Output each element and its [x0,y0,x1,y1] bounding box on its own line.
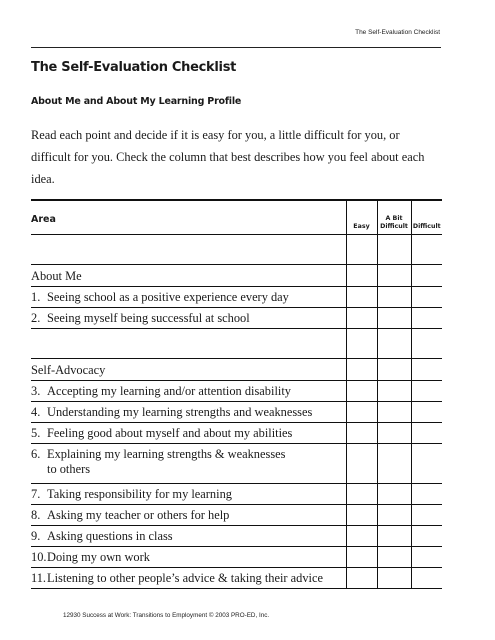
item-label [31,308,346,329]
table-row [31,484,442,505]
table-row [31,287,442,308]
item-number: 11. [31,570,47,585]
item-text: Taking responsibility for my learning [47,486,232,501]
column-header-easy: Easy [346,200,377,235]
page-footer: 12930 Success at Work: Transitions to Employment © 2003 PRO-ED, Inc. [63,612,270,619]
checkbox-a-bit-difficult[interactable] [377,359,411,381]
item-number: 5. [31,425,41,440]
checkbox-easy[interactable] [346,484,377,505]
checkbox-a-bit-difficult[interactable] [377,484,411,505]
item-number: 9. [31,528,41,543]
item-label [31,287,346,308]
column-header-a-bit-difficult [377,200,411,235]
page-title: The Self-Evaluation Checklist [31,60,237,75]
item-text: Asking questions in class [47,528,173,543]
checkbox-easy[interactable] [346,265,377,287]
checkbox-a-bit-difficult[interactable] [377,505,411,526]
item-text-line1: Explaining my learning strengths & weaknesses [47,447,286,461]
item-label [31,505,346,526]
checkbox-a-bit-difficult[interactable] [377,444,411,484]
item-label [31,526,346,547]
column-header-a-bit-line1: A Bit [385,215,403,222]
section-row-about-me [31,265,442,287]
checkbox-easy[interactable] [346,359,377,381]
item-label [31,423,346,444]
item-label [31,568,346,589]
checkbox-difficult[interactable] [411,359,442,381]
item-number: 2. [31,310,41,325]
checkbox-easy[interactable] [346,444,377,484]
checkbox-difficult[interactable] [411,402,442,423]
checkbox-a-bit-difficult[interactable] [377,287,411,308]
checkbox-a-bit-difficult[interactable] [377,526,411,547]
checkbox-difficult[interactable] [411,444,442,484]
running-head: The Self-Evaluation Checklist [355,29,440,36]
item-number: 1. [31,289,41,304]
checkbox-a-bit-difficult[interactable] [377,547,411,568]
spacer-box [346,329,377,359]
checkbox-easy[interactable] [346,287,377,308]
item-text: Listening to other people’s advice & taking their advice [47,570,323,585]
table-row [31,444,442,484]
item-text-line2: to others [47,462,91,476]
item-number: 6. [31,447,41,461]
table-row [31,308,442,329]
item-label [31,444,346,484]
item-text: Seeing school as a positive experience every day [47,289,289,304]
column-header-area: Area [31,200,346,235]
instructions-paragraph: Read each point and decide if it is easy for you, a little difficult for you, or difficult for you. Check the column that best describes how you feel about each idea. [31,128,425,186]
checkbox-a-bit-difficult[interactable] [377,402,411,423]
item-label [31,547,346,568]
checkbox-difficult[interactable] [411,484,442,505]
item-label [31,381,346,402]
checkbox-difficult[interactable] [411,568,442,589]
checkbox-difficult[interactable] [411,308,442,329]
checkbox-easy[interactable] [346,526,377,547]
table-row [31,568,442,589]
checkbox-difficult[interactable] [411,423,442,444]
item-text: Accepting my learning and/or attention disability [47,383,291,398]
item-text: Feeling good about myself and about my abilities [47,425,293,440]
checkbox-a-bit-difficult[interactable] [377,265,411,287]
section-heading: About Me [31,265,346,287]
item-text: Understanding my learning strengths and weaknesses [47,404,313,419]
checkbox-a-bit-difficult[interactable] [377,423,411,444]
section-row-self-advocacy [31,359,442,381]
page-subtitle: About Me and About My Learning Profile [31,96,242,107]
checkbox-a-bit-difficult[interactable] [377,381,411,402]
spacer-row [31,235,442,265]
checkbox-difficult[interactable] [411,381,442,402]
spacer-box [377,329,411,359]
checkbox-difficult[interactable] [411,526,442,547]
checkbox-difficult[interactable] [411,505,442,526]
checkbox-difficult[interactable] [411,547,442,568]
spacer-box [346,235,377,265]
checkbox-difficult[interactable] [411,265,442,287]
spacer-box [411,329,442,359]
item-label [31,484,346,505]
checkbox-difficult[interactable] [411,287,442,308]
checkbox-easy[interactable] [346,505,377,526]
table-row [31,526,442,547]
table-row [31,381,442,402]
section-heading: Self-Advocacy [31,359,346,381]
table-row [31,547,442,568]
item-number: 4. [31,404,41,419]
checkbox-a-bit-difficult[interactable] [377,568,411,589]
spacer-cell [31,329,346,359]
spacer-box [377,235,411,265]
table-row [31,505,442,526]
item-number: 10. [31,549,47,564]
spacer-box [411,235,442,265]
item-number: 7. [31,486,41,501]
item-label [31,402,346,423]
top-rule [31,47,441,48]
checkbox-easy[interactable] [346,547,377,568]
item-text: Seeing myself being successful at school [47,310,250,325]
item-text: Asking my teacher or others for help [47,507,230,522]
checklist-table [31,199,442,589]
checkbox-a-bit-difficult[interactable] [377,308,411,329]
item-number: 3. [31,383,41,398]
spacer-row [31,329,442,359]
checkbox-easy[interactable] [346,381,377,402]
item-text: Doing my own work [47,549,150,564]
table-row [31,402,442,423]
spacer-cell [31,235,346,265]
checkbox-easy[interactable] [346,423,377,444]
table-header-row [31,200,442,235]
item-number: 8. [31,507,41,522]
checkbox-easy[interactable] [346,402,377,423]
table-row [31,423,442,444]
column-header-difficult: Difficult [411,200,442,235]
column-header-a-bit-line2: Difficult [380,222,408,230]
checkbox-easy[interactable] [346,568,377,589]
checkbox-easy[interactable] [346,308,377,329]
